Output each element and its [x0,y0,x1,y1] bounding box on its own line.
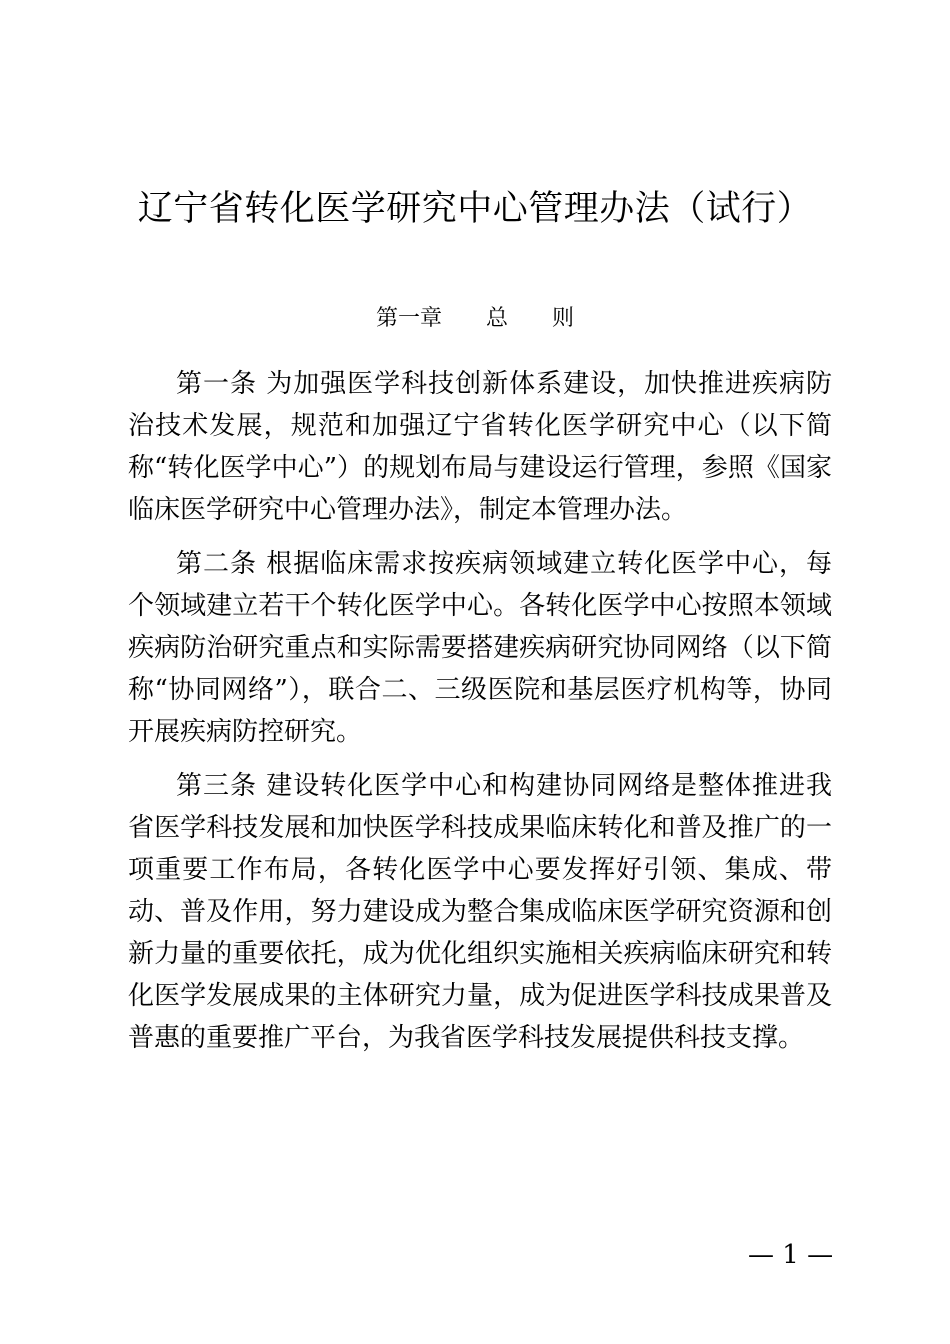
document-title: 辽宁省转化医学研究中心管理办法（试行） [137,189,813,229]
article-2-paragraph: 第二条 根据临床需求按疾病领域建立转化医学中心，每个领域建立若干个转化医学中心。各转化医学中心按照本领域疾病防治研究重点和实际需要搭建疾病研究协同网络（以下简称“协同网络”），联合二、三级医院和基层医疗机构等，协同开展疾病防控研究。 [128,549,832,747]
document-body [128,363,832,1071]
article-3-paragraph: 第三条 建设转化医学中心和构建协同网络是整体推进我省医学科技发展和加快医学科技成果临床转化和普及推广的一项重要工作布局，各转化医学中心要发挥好引领、集成、带动、普及作用，努力建设成为整合集成临床医学研究资源和创新力量的重要依托，成为优化组织实施相关疾病临床研究和转化医学发展成果的主体研究力量，成为促进医学科技成果普及普惠的重要推广平台，为我省医学科技发展提供科技支撑。 [128,771,832,1053]
page-number: — 1 — [748,1240,834,1270]
article-1-paragraph: 第一条 为加强医学科技创新体系建设，加快推进疾病防治技术发展，规范和加强辽宁省转化医学研究中心（以下简称“转化医学中心”）的规划布局与建设运行管理，参照《国家临床医学研究中心管理办法》，制定本管理办法。 [128,369,832,525]
chapter-heading: 第一章 总 则 [375,306,574,331]
